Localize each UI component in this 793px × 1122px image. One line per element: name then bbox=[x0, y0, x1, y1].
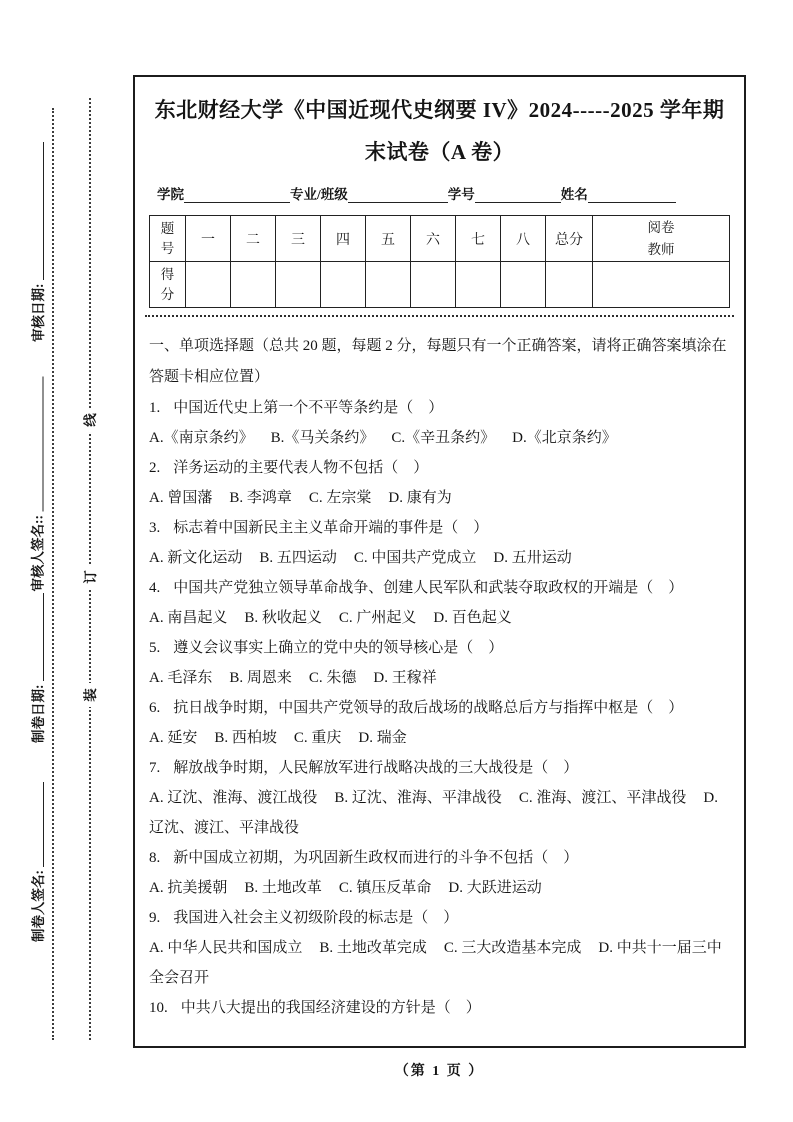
option-c: C. 中国共产党成立 bbox=[353, 549, 477, 566]
field-college bbox=[157, 183, 290, 203]
question-stem: 解放战争时期，人民解放军进行战略决战的三大战役是（ ） bbox=[173, 759, 579, 776]
option-b: B. 周恩来 bbox=[229, 669, 292, 686]
score-table-header-cell: 六 bbox=[411, 216, 456, 262]
field-major-class bbox=[290, 183, 448, 203]
question-3 bbox=[149, 513, 730, 573]
score-table-header-cell: 四 bbox=[321, 216, 366, 262]
binding-char: 订 bbox=[79, 565, 103, 589]
margin-label-text: 制卷日期: bbox=[31, 684, 46, 743]
question-options bbox=[149, 543, 730, 573]
binding-dotted-line bbox=[52, 108, 54, 1040]
question-options bbox=[149, 483, 730, 513]
score-table-header-cell: 七 bbox=[456, 216, 501, 262]
score-table-header-cell: 八 bbox=[501, 216, 546, 262]
fill-blank bbox=[30, 142, 43, 281]
option-a: A. 中华人民共和国成立 bbox=[149, 939, 303, 956]
question-stem: 洋务运动的主要代表人物不包括（ ） bbox=[173, 459, 429, 476]
option-b: B. 辽沈、淮海、平津战役 bbox=[334, 789, 502, 806]
question-8 bbox=[149, 843, 730, 903]
question-2 bbox=[149, 453, 730, 513]
score-cell bbox=[501, 262, 546, 308]
field-label: 学号 bbox=[447, 187, 475, 202]
option-c: C. 重庆 bbox=[293, 729, 342, 746]
dotted-divider bbox=[145, 315, 734, 317]
question-10 bbox=[149, 993, 730, 1023]
fill-blank bbox=[30, 782, 43, 867]
option-d: D. 王稼祥 bbox=[373, 669, 437, 686]
field-student-id bbox=[448, 183, 561, 203]
option-c: C. 淮海、渡江、平津战役 bbox=[518, 789, 687, 806]
question-number: 9. bbox=[149, 909, 161, 926]
score-table bbox=[149, 215, 730, 308]
question-number: 6. bbox=[149, 699, 161, 716]
question-options bbox=[149, 933, 730, 993]
question-options bbox=[149, 603, 730, 633]
student-info-row bbox=[157, 183, 722, 203]
score-table-header-cell: 总分 bbox=[546, 216, 593, 262]
score-table-corner-cell: 题号 bbox=[150, 216, 186, 262]
option-d: D. 康有为 bbox=[388, 489, 452, 506]
fill-blank bbox=[30, 377, 43, 513]
option-d: D. 中共十一届三中全会召开 bbox=[149, 939, 722, 986]
question-number: 1. bbox=[149, 399, 161, 416]
option-b: B. 土地改革完成 bbox=[319, 939, 427, 956]
section-heading: 一、单项选择题（总共 20 题，每题 2 分，每题只有一个正确答案，请将正确答案填涂在答题卡相应位置） bbox=[149, 338, 727, 385]
page-number: （第 1 页 ） bbox=[394, 1064, 485, 1079]
margin-label-make-date bbox=[26, 593, 48, 743]
question-stem: 标志着中国新民主主义革命开端的事件是（ ） bbox=[173, 519, 489, 536]
question-7 bbox=[149, 753, 730, 843]
field-label: 姓名 bbox=[560, 187, 588, 202]
question-stem: 中国共产党独立领导革命战争、创建人民军队和武装夺取政权的开端是（ ） bbox=[173, 579, 684, 596]
question-5 bbox=[149, 633, 730, 693]
question-stem: 我国进入社会主义初级阶段的标志是（ ） bbox=[173, 909, 459, 926]
score-table-score-row bbox=[150, 262, 730, 308]
option-c: C. 三大改造基本完成 bbox=[443, 939, 582, 956]
option-b: B. 土地改革 bbox=[244, 879, 322, 896]
fill-blank bbox=[348, 186, 448, 203]
option-c: C. 广州起义 bbox=[338, 609, 417, 626]
question-number: 7. bbox=[149, 759, 161, 776]
option-c: C.《辛丑条约》 bbox=[391, 429, 496, 446]
fill-blank bbox=[475, 186, 561, 203]
question-options bbox=[149, 423, 730, 453]
margin-label-reviewer-signature bbox=[26, 377, 48, 592]
option-b: B.《马关条约》 bbox=[270, 429, 375, 446]
binding-char: 装 bbox=[79, 683, 103, 707]
exam-title: 东北财经大学《中国近现代史纲要 IV》2024-----2025 学年期末试卷（A 卷） bbox=[154, 98, 725, 164]
fill-blank bbox=[184, 186, 290, 203]
question-number: 5. bbox=[149, 639, 161, 656]
score-cell bbox=[321, 262, 366, 308]
score-cell bbox=[186, 262, 231, 308]
fill-blank bbox=[588, 186, 676, 203]
option-a: A. 延安 bbox=[149, 729, 198, 746]
score-table-header-cell: 三 bbox=[276, 216, 321, 262]
option-c: C. 镇压反革命 bbox=[338, 879, 432, 896]
margin-label-text: 审核日期: bbox=[31, 283, 46, 342]
question-stem: 遵义会议事实上确立的党中央的领导核心是（ ） bbox=[173, 639, 504, 656]
option-b: B. 李鸿章 bbox=[229, 489, 292, 506]
question-stem: 新中国成立初期，为巩固新生政权而进行的斗争不包括（ ） bbox=[173, 849, 579, 866]
field-name bbox=[561, 183, 676, 203]
option-d: D. 大跃进运动 bbox=[448, 879, 542, 896]
score-cell bbox=[593, 262, 730, 308]
question-options bbox=[149, 663, 730, 693]
option-c: C. 朱德 bbox=[308, 669, 357, 686]
option-b: B. 五四运动 bbox=[259, 549, 337, 566]
option-c: C. 左宗棠 bbox=[308, 489, 372, 506]
option-a: A. 毛泽东 bbox=[149, 669, 213, 686]
field-label: 学院 bbox=[157, 187, 184, 202]
option-d: D. 辽沈、渡江、平津战役 bbox=[149, 789, 718, 836]
option-a: A. 新文化运动 bbox=[149, 549, 243, 566]
score-cell bbox=[231, 262, 276, 308]
question-4 bbox=[149, 573, 730, 633]
question-options bbox=[149, 723, 730, 753]
option-a: A.《南京条约》 bbox=[149, 429, 254, 446]
option-d: D. 瑞金 bbox=[358, 729, 407, 746]
binding-char: 线 bbox=[79, 408, 103, 432]
score-table-header-cell: 一 bbox=[186, 216, 231, 262]
margin-label-text: 制卷人签名: bbox=[31, 870, 46, 942]
option-b: B. 西柏坡 bbox=[214, 729, 277, 746]
option-a: A. 抗美援朝 bbox=[149, 879, 228, 896]
score-table-header-cell: 五 bbox=[366, 216, 411, 262]
exam-sheet bbox=[133, 75, 746, 1048]
question-1 bbox=[149, 393, 730, 453]
score-cell bbox=[276, 262, 321, 308]
question-stem: 中国近代史上第一个不平等条约是（ ） bbox=[173, 399, 444, 416]
question-number: 2. bbox=[149, 459, 161, 476]
score-table-header-cell: 二 bbox=[231, 216, 276, 262]
option-a: A. 辽沈、淮海、渡江战役 bbox=[149, 789, 318, 806]
score-cell bbox=[411, 262, 456, 308]
option-b: B. 秋收起义 bbox=[244, 609, 322, 626]
fill-blank bbox=[30, 593, 43, 682]
option-d: D. 五卅运动 bbox=[493, 549, 572, 566]
option-d: D. 百色起义 bbox=[433, 609, 512, 626]
score-table-header-cell-grader: 阅卷教师 bbox=[593, 216, 730, 262]
question-number: 3. bbox=[149, 519, 161, 536]
option-a: A. 曾国藩 bbox=[149, 489, 213, 506]
score-row-label-cell: 得分 bbox=[150, 262, 186, 308]
question-number: 10. bbox=[149, 999, 168, 1016]
question-6 bbox=[149, 693, 730, 753]
margin-label-review-date bbox=[26, 142, 48, 342]
question-number: 4. bbox=[149, 579, 161, 596]
score-table-header-row bbox=[150, 216, 730, 262]
question-9 bbox=[149, 903, 730, 993]
score-cell bbox=[546, 262, 593, 308]
score-cell bbox=[366, 262, 411, 308]
field-label: 专业/班级 bbox=[290, 187, 348, 202]
question-stem: 抗日战争时期，中国共产党领导的敌后战场的战略总后方与指挥中枢是（ ） bbox=[173, 699, 684, 716]
question-options bbox=[149, 873, 730, 903]
question-stem: 中共八大提出的我国经济建设的方针是（ ） bbox=[180, 999, 481, 1016]
question-number: 8. bbox=[149, 849, 161, 866]
margin-label-maker-signature bbox=[26, 782, 48, 942]
question-options bbox=[149, 783, 730, 843]
option-d: D.《北京条约》 bbox=[512, 429, 617, 446]
score-cell bbox=[456, 262, 501, 308]
margin-label-text: 审核人签名:: bbox=[30, 515, 46, 592]
option-a: A. 南昌起义 bbox=[149, 609, 228, 626]
